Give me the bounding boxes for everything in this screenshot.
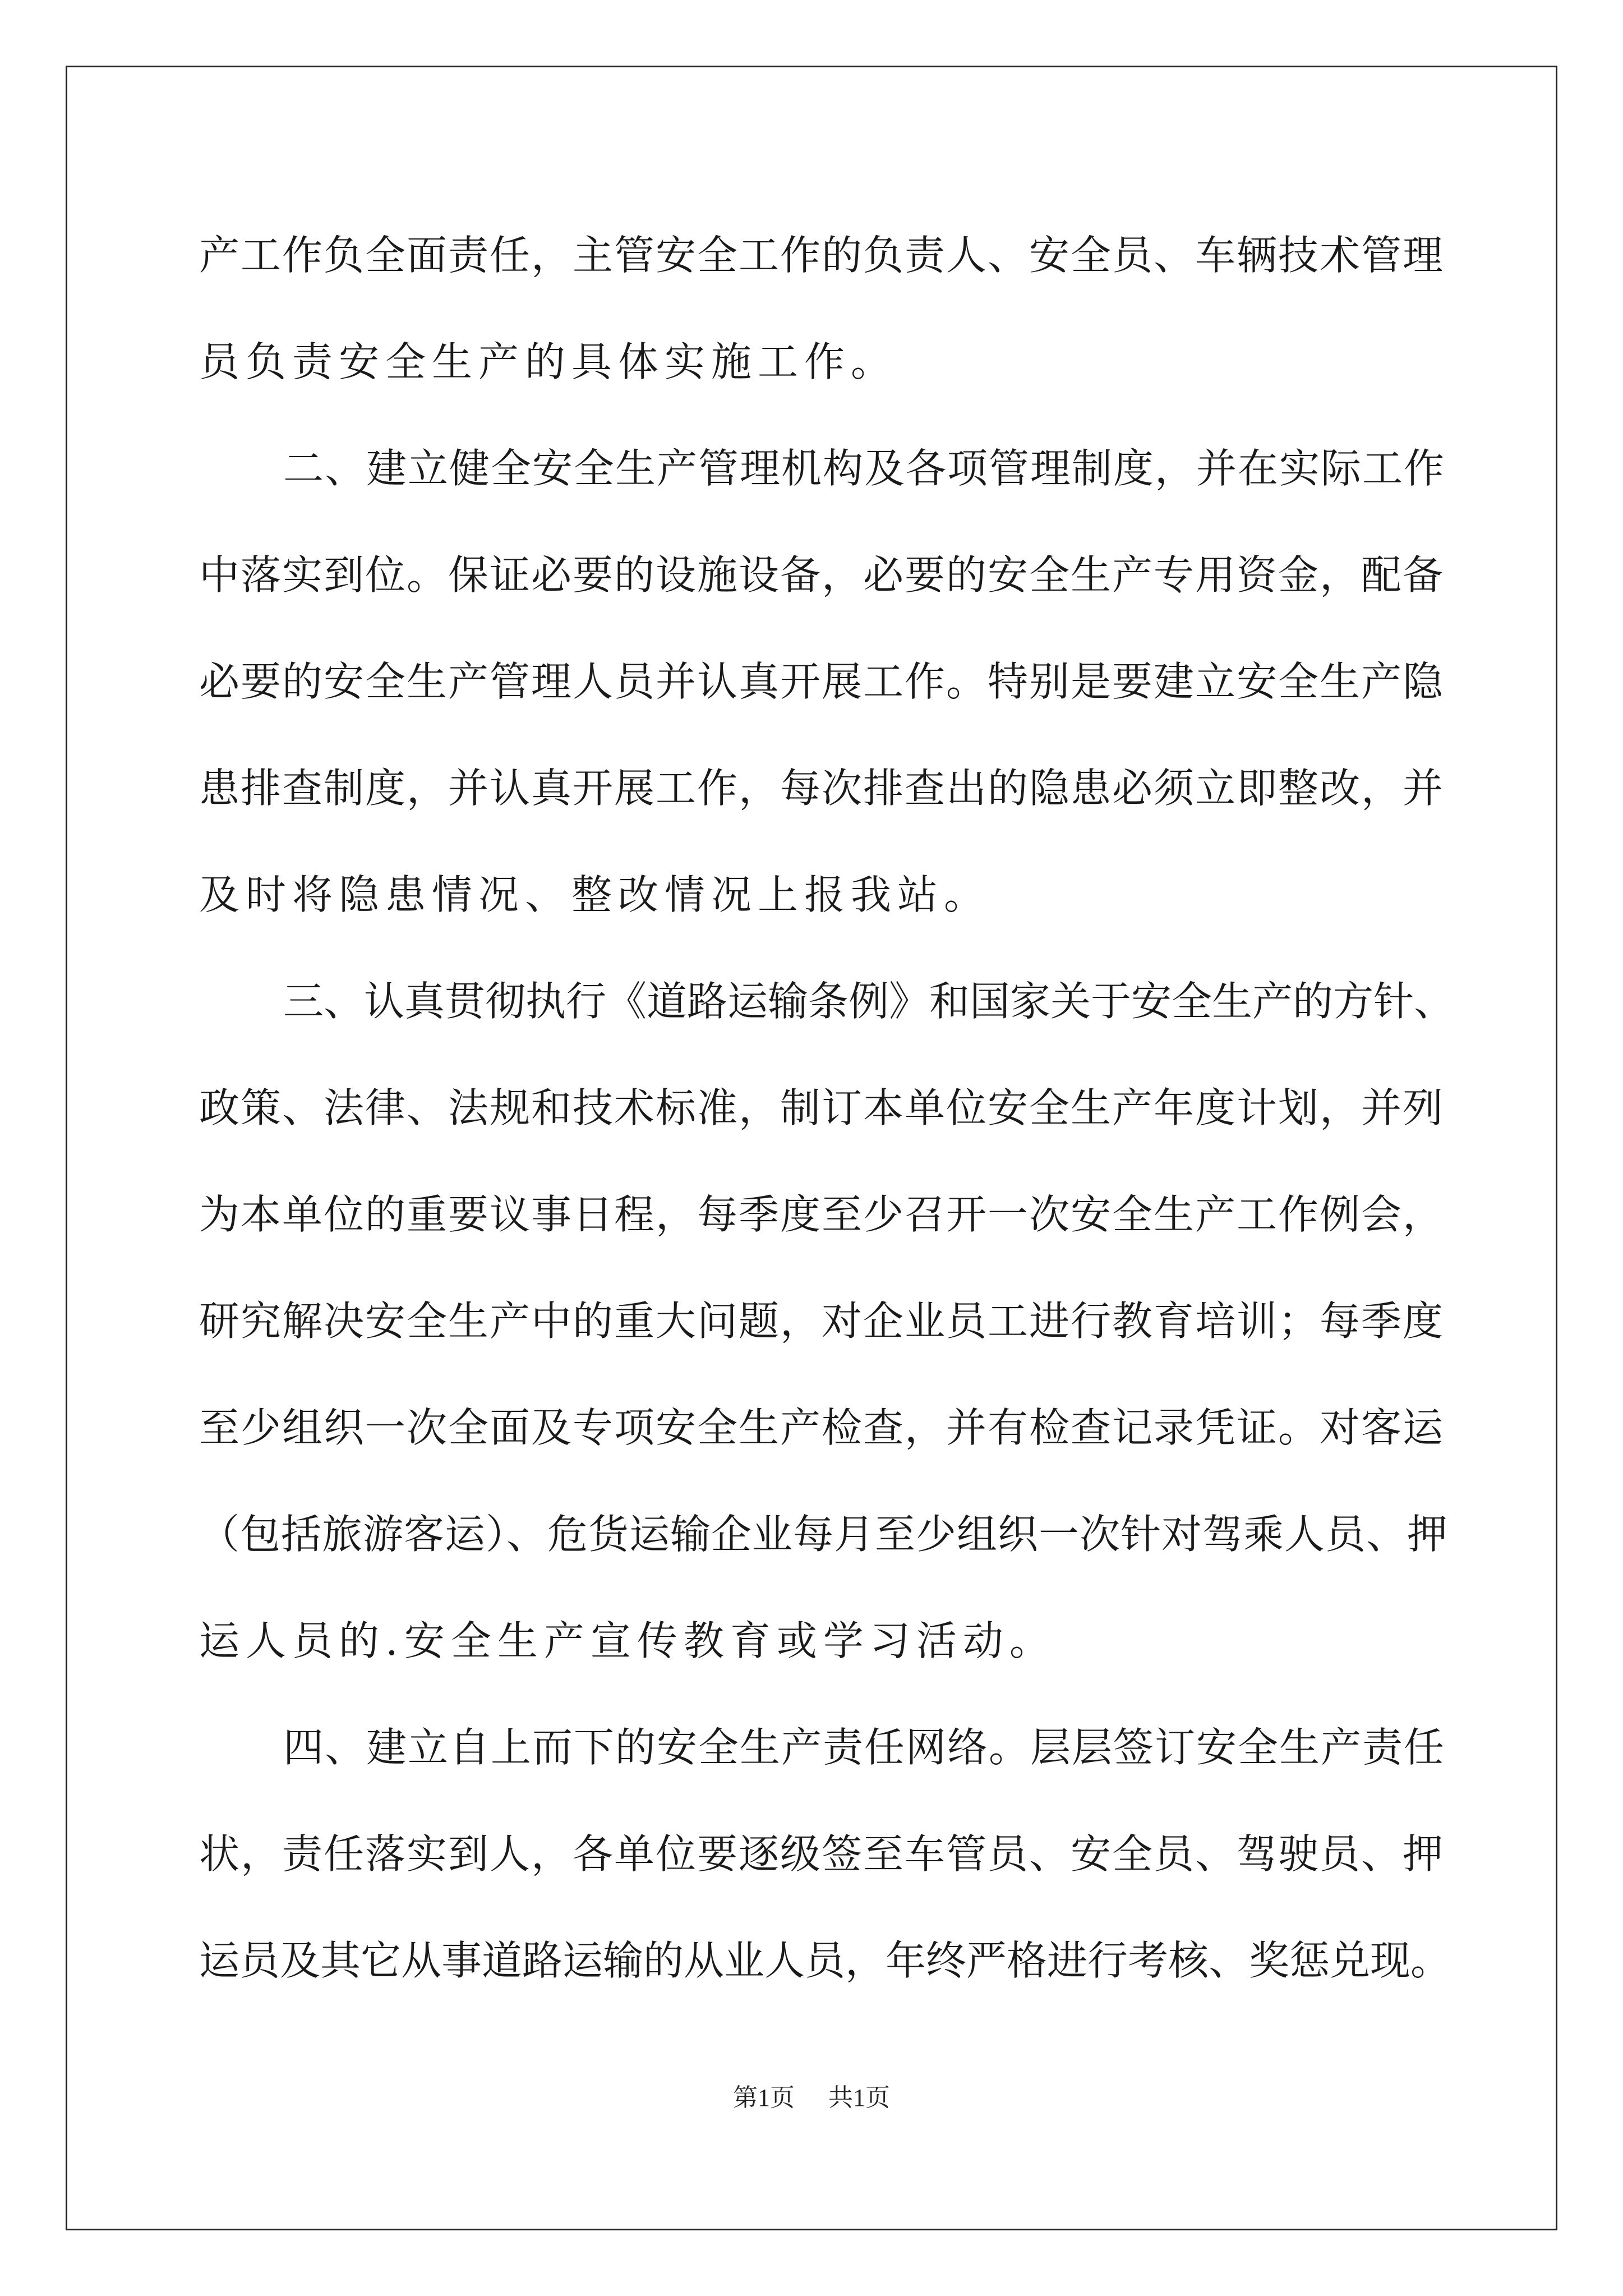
text-line: 至少组织一次全面及专项安全生产检查，并有检查记录凭证。对客运: [199, 1404, 1445, 1451]
page-number: 第1页: [733, 2084, 795, 2111]
text-line: 员负责安全生产的具体实施工作。: [199, 338, 898, 385]
paragraph-start-line: 四、建立自上而下的安全生产责任网络。层层签订安全生产责任: [283, 1724, 1446, 1771]
text-line: 为本单位的重要议事日程，每季度至少召开一次安全生产工作例会，: [199, 1191, 1445, 1238]
page-footer: [0, 2081, 1623, 2115]
paragraph-start-line: 三、认真贯彻执行《道路运输条例》和国家关于安全生产的方针、: [283, 978, 1455, 1025]
text-line: 必要的安全生产管理人员并认真开展工作。特别是要建立安全生产隐: [199, 658, 1445, 705]
text-line: 产工作负全面责任，主管安全工作的负责人、安全员、车辆技术管理: [199, 232, 1445, 279]
paragraph-start-line: 二、建立健全安全生产管理机构及各项管理制度，并在实际工作: [283, 445, 1446, 492]
text-line: 及时将隐患情况、整改情况上报我站。: [199, 871, 991, 918]
page-total: 共1页: [828, 2084, 890, 2111]
text-line: 状，责任落实到人，各单位要逐级签至车管员、安全员、驾驶员、押: [199, 1830, 1445, 1878]
text-line: 政策、法律、法规和技术标准，制订本单位安全生产年度计划，并列: [199, 1084, 1445, 1131]
text-line: 运员及其它从事道路运输的从业人员，年终严格进行考核、奖惩兑现。: [199, 1937, 1451, 1984]
text-line: （包括旅游客运）、危货运输企业每月至少组织一次针对驾乘人员、押: [199, 1511, 1449, 1558]
text-line: 运人员的.安全生产宣传教育或学习活动。: [199, 1617, 1056, 1664]
text-line: 患排查制度，并认真开展工作，每次排查出的隐患必须立即整改，并: [199, 765, 1445, 812]
text-line: 中落实到位。保证必要的设施设备，必要的安全生产专用资金，配备: [199, 551, 1445, 599]
text-line: 研究解决安全生产中的重大问题，对企业员工进行教育培训；每季度: [199, 1297, 1445, 1345]
